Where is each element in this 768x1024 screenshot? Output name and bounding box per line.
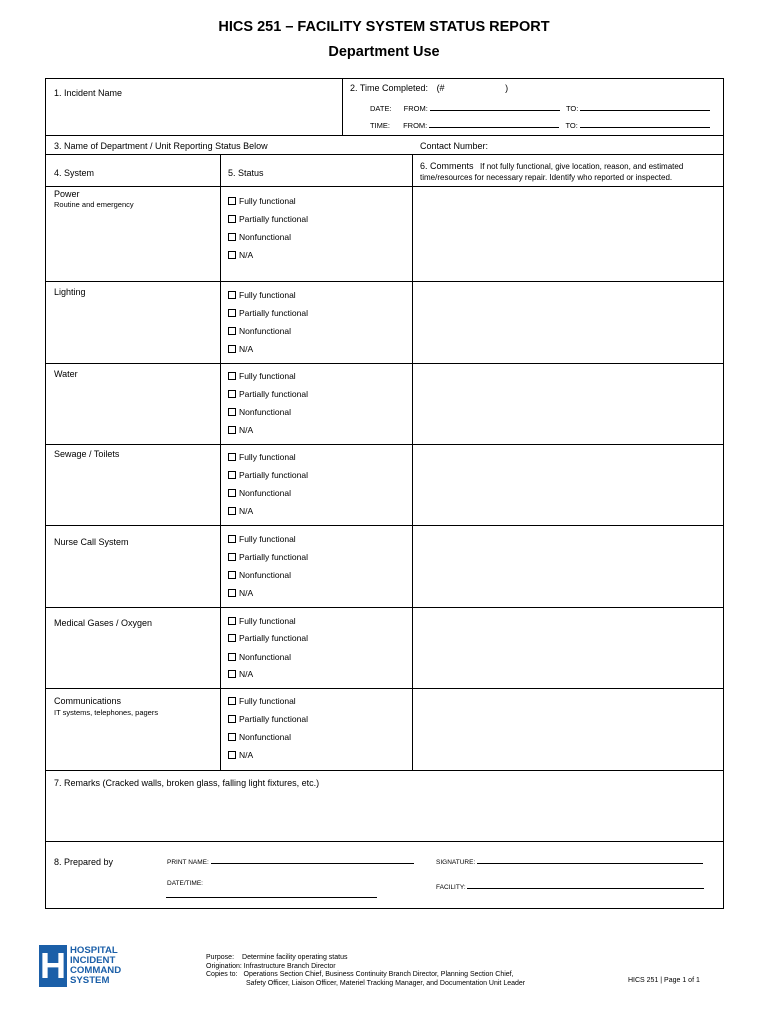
checkbox-icon[interactable] xyxy=(228,489,236,497)
checkbox-icon[interactable] xyxy=(228,372,236,380)
checkbox-icon[interactable] xyxy=(228,733,236,741)
status-nonfunctional[interactable]: Nonfunctional xyxy=(228,326,291,336)
hics-h-mark: H xyxy=(40,945,66,986)
status-fully-functional[interactable]: Fully functional xyxy=(228,534,296,544)
remarks-label: 7. Remarks (Cracked walls, broken glass, falling light fixtures, etc.) xyxy=(54,778,320,788)
checkbox-icon[interactable] xyxy=(228,233,236,241)
status-na[interactable]: N/A xyxy=(228,669,253,679)
form-title: HICS 251 – FACILITY SYSTEM STATUS REPORT xyxy=(218,19,550,35)
checkbox-icon[interactable] xyxy=(228,309,236,317)
date-range-row[interactable]: DATE: FROM: TO: xyxy=(370,102,710,113)
time-completed-label: 2. Time Completed: (# ) xyxy=(350,83,509,93)
status-partially-functional[interactable]: Partially functional xyxy=(228,470,308,480)
status-nonfunctional[interactable]: Nonfunctional xyxy=(228,652,291,662)
status-partially-functional[interactable]: Partially functional xyxy=(228,214,308,224)
department-label: 3. Name of Department / Unit Reporting Status Below xyxy=(54,141,268,151)
status-fully-functional[interactable]: Fully functional xyxy=(228,616,296,626)
system-subtitle: IT systems, telephones, pagers xyxy=(54,708,159,717)
status-nonfunctional[interactable]: Nonfunctional xyxy=(228,407,291,417)
hics-logo xyxy=(39,945,131,987)
page-number: HICS 251 | Page 1 of 1 xyxy=(628,977,700,984)
status-na[interactable]: N/A xyxy=(228,250,253,260)
status-nonfunctional[interactable]: Nonfunctional xyxy=(228,570,291,580)
status-na[interactable]: N/A xyxy=(228,425,253,435)
form-subtitle: Department Use xyxy=(328,44,440,60)
status-na[interactable]: N/A xyxy=(228,750,253,760)
checkbox-icon[interactable] xyxy=(228,215,236,223)
incident-name-label: 1. Incident Name xyxy=(54,88,123,98)
status-fully-functional[interactable]: Fully functional xyxy=(228,371,296,381)
checkbox-icon[interactable] xyxy=(228,589,236,597)
status-na[interactable]: N/A xyxy=(228,588,253,598)
footer-info: Purpose: Determine facility operating status Origination: Infrastructure Branch Director Copies to: Operations Section Chief, Business Continuity Branch Director, Planning Section Chief, Safety Officer, Liaison Officer, Materiel Tracking Manager, and Documentation Unit Leader xyxy=(206,954,526,987)
status-partially-functional[interactable]: Partially functional xyxy=(228,389,308,399)
checkbox-icon[interactable] xyxy=(228,617,236,625)
time-range-row[interactable]: TIME: FROM: TO: xyxy=(370,119,710,130)
print-name-field[interactable]: PRINT NAME: xyxy=(167,855,414,866)
system-name: Sewage / Toilets xyxy=(54,449,120,459)
status-na[interactable]: N/A xyxy=(228,506,253,516)
system-column-header: 4. System xyxy=(54,168,95,178)
facility-field[interactable]: FACILITY: xyxy=(436,880,704,891)
system-name: Water xyxy=(54,369,78,379)
status-fully-functional[interactable]: Fully functional xyxy=(228,196,296,206)
prepared-by-label: 8. Prepared by xyxy=(54,857,114,867)
system-name: Nurse Call System xyxy=(54,537,129,547)
checkbox-icon[interactable] xyxy=(228,535,236,543)
status-partially-functional[interactable]: Partially functional xyxy=(228,552,308,562)
system-subtitle: Routine and emergency xyxy=(54,200,134,209)
checkbox-icon[interactable] xyxy=(228,197,236,205)
status-na[interactable]: N/A xyxy=(228,344,253,354)
checkbox-icon[interactable] xyxy=(228,697,236,705)
system-name: Lighting xyxy=(54,287,86,297)
signature-field[interactable]: SIGNATURE: xyxy=(436,855,703,866)
status-nonfunctional[interactable]: Nonfunctional xyxy=(228,732,291,742)
status-nonfunctional[interactable]: Nonfunctional xyxy=(228,488,291,498)
status-fully-functional[interactable]: Fully functional xyxy=(228,290,296,300)
checkbox-icon[interactable] xyxy=(228,571,236,579)
checkbox-icon[interactable] xyxy=(228,471,236,479)
status-report-form xyxy=(45,78,724,909)
contact-number-label: Contact Number: xyxy=(420,141,489,151)
checkbox-icon[interactable] xyxy=(228,553,236,561)
system-name: Medical Gases / Oxygen xyxy=(54,618,153,628)
checkbox-icon[interactable] xyxy=(228,327,236,335)
status-partially-functional[interactable]: Partially functional xyxy=(228,633,308,643)
system-name: Power xyxy=(54,189,80,199)
checkbox-icon[interactable] xyxy=(228,345,236,353)
remarks-area[interactable] xyxy=(52,791,716,837)
system-name: Communications xyxy=(54,696,122,706)
checkbox-icon[interactable] xyxy=(228,291,236,299)
status-column-header: 5. Status xyxy=(228,168,264,178)
status-partially-functional[interactable]: Partially functional xyxy=(228,714,308,724)
status-fully-functional[interactable]: Fully functional xyxy=(228,696,296,706)
checkbox-icon[interactable] xyxy=(228,390,236,398)
hics-logo-text: HOSPITAL INCIDENT COMMAND SYSTEM xyxy=(70,945,122,986)
checkbox-icon[interactable] xyxy=(228,426,236,434)
checkbox-icon[interactable] xyxy=(228,507,236,515)
checkbox-icon[interactable] xyxy=(228,715,236,723)
datetime-field[interactable] xyxy=(166,897,377,898)
checkbox-icon[interactable] xyxy=(228,653,236,661)
checkbox-icon[interactable] xyxy=(228,751,236,759)
comments-column-header: 6. Comments If not fully functional, give location, reason, and estimated time/resources for necessary repair. Identify who reported or inspected. xyxy=(420,161,684,182)
checkbox-icon[interactable] xyxy=(228,408,236,416)
checkbox-icon[interactable] xyxy=(228,453,236,461)
checkbox-icon[interactable] xyxy=(228,670,236,678)
datetime-label: DATE/TIME: xyxy=(167,880,203,887)
status-fully-functional[interactable]: Fully functional xyxy=(228,452,296,462)
checkbox-icon[interactable] xyxy=(228,634,236,642)
status-nonfunctional[interactable]: Nonfunctional xyxy=(228,232,291,242)
status-partially-functional[interactable]: Partially functional xyxy=(228,308,308,318)
checkbox-icon[interactable] xyxy=(228,251,236,259)
